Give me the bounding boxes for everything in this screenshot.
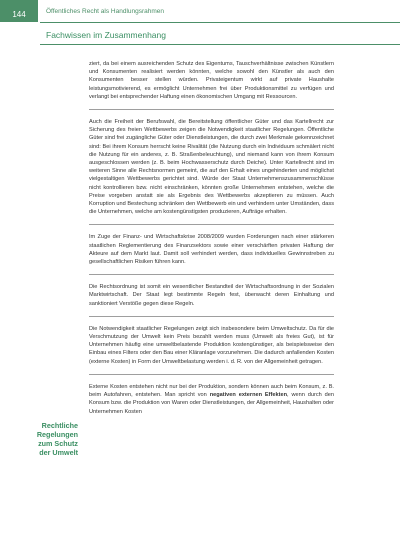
paragraph <box>89 380 334 419</box>
key-term: negativen externen Effekten <box>209 392 288 399</box>
margin-note-line: Regelungen <box>36 430 78 439</box>
divider <box>89 274 334 275</box>
margin-note <box>24 421 78 457</box>
paragraph: Die Notwendigkeit staatlicher Regelungen zeigt sich insbesondere beim Umweltschutz. Da für die Verschmutzung der Umwelt kein Preis bezahlt werden muss (Umwelt als freies Gut), ist für Unternehmen häufig eine umweltbelastende Produktion kostengünstiger, als beispielsweise den Einbau eines Filters oder den Bau einer Kläranlage vorzunehmen. Die dadurch anfallenden Kosten (externe Kosten) in Form der Umweltbelastung werden i. d. R. von der Allgemeinheit getragen. <box>89 325 334 365</box>
margin-note-line: zum Schutz <box>38 439 78 448</box>
page-number-badge <box>0 0 38 22</box>
paragraph-text: Externe Kosten entstehen nicht nur bei der Produktion, sondern können auch beim Konsum, z. B. beim Autofahren, entstehen. Man spricht von <box>89 383 334 399</box>
divider <box>89 316 334 317</box>
page-number: 144 <box>12 10 26 19</box>
divider <box>89 109 334 110</box>
paragraph: Im Zuge der Finanz- und Wirtschaftskrise 2008/2009 wurden Forderungen nach einer stärkeren staatlichen Reglementierung des Finanzsektors sowie einer verschärften privaten Haftung der Akteure auf dem Markt laut. Damit soll verhindert werden, dass individuelles Gewinnstreben zu gesellschaftlichen Risiken führen kann. <box>89 234 334 266</box>
margin-note-line: Rechtliche <box>41 421 78 430</box>
running-head: Öffentliches Recht als Handlungsrahmen <box>46 8 165 15</box>
paragraph: Auch die Freiheit der Berufswahl, die Bereitstellung öffentlicher Güter und das Kartellrecht zur Sicherung des freien Wettbewerbs zeigen die Notwendigkeit staatlicher Regelungen. Öffentliche Güter sind frei zugängliche Güter oder Dienstleistungen, die durch zwei Merkmale gekennzeichnet sind: Bei ihrem Konsum herrscht keine Rivalität (die Nutzung durch ein Individuum schmälert nicht die Nutzung für ein anderes, z. B. Straßenbeleuchtung), und niemand kann von ihrem Konsum ausgeschlossen werden (z. B. beim Hochwasserschutz durch Deiche). Unter Kartellrecht sind im weiteren Sinne alle Rechtsnormen gemeint, die auf den Erhalt eines ungehinderten und möglichst vielgestaltigen Wettbewerbs gerichtet sind. Würde der Staat Unternehmenszusammenschlüsse nicht kontrollieren bzw. nicht einschränken, könnten große Unternehmen entstehen, welche die Preise vorgeben anstatt sie als Ergebnis des Wettbewerbs akzeptieren zu müssen. Auch Korruption und Bestechung schränken den Wettbewerb ein und verhindern unter Umständen, dass die Unternehmen, welche am kostengünstigsten produzieren, Aufträge erhalten. <box>89 119 334 216</box>
body-text-column <box>89 57 334 419</box>
divider <box>89 374 334 375</box>
divider <box>89 224 334 225</box>
paragraph-text: , wenn durch den Konsum bzw. die Produktion von Waren oder Dienstleistungen, der Allgemeinheit, Haushalten oder Unternehmen Kosten <box>89 392 334 415</box>
title-rule <box>40 44 400 45</box>
paragraph: Die Rechtsordnung ist somit ein wesentlicher Bestandteil der Wirtschaftsordnung in der Sozialen Marktwirtschaft. Der Staat legt bestimmte Regeln fest, überwacht deren Einhaltung und sanktioniert Verstöße gegen diese Regeln. <box>89 284 334 307</box>
section-title: Fachwissen im Zusammenhang <box>46 30 166 40</box>
paragraph: ziert, da bei einem ausreichenden Schutz des Eigentums, Tauschverhältnisse zwischen Künstlern und Konsumenten realisiert werden könnten, welche sowohl den Künstler als auch den Konsumenten besser stellen würden. Privateigentum wirkt auf private Haushalte leistungsmotivierend, es ermöglicht Unternehmen frei über Produktionsmittel zu verfügen und verlangt bei entsprechender Haftung einen ökonomischen Umgang mit Ressourcen. <box>89 61 334 100</box>
header-rule <box>40 22 400 23</box>
margin-note-line: der Umwelt <box>39 448 78 457</box>
